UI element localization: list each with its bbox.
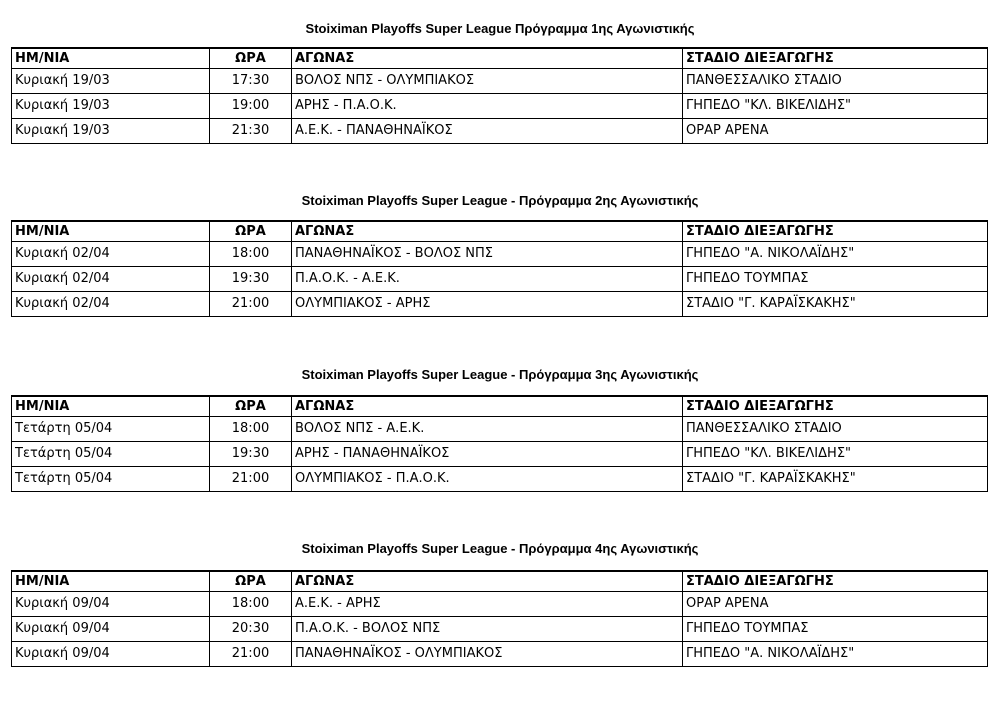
cell-venue: ΣΤΑΔΙΟ "Γ. ΚΑΡΑΪΣΚΑΚΗΣ" (683, 292, 988, 317)
cell-time: 21:00 (210, 642, 292, 667)
cell-match: ΟΛΥΜΠΙΑΚΟΣ - Π.Α.Ο.Κ. (292, 467, 683, 492)
cell-date: Κυριακή 02/04 (12, 292, 210, 317)
header-venue: ΣΤΑΔΙΟ ΔΙΕΞΑΓΩΓΗΣ (683, 48, 988, 69)
table-row (12, 94, 988, 119)
round-2-table (11, 220, 988, 317)
cell-venue: ΠΑΝΘΕΣΣΑΛΙΚΟ ΣΤΑΔΙΟ (683, 69, 988, 94)
header-match: ΑΓΩΝΑΣ (292, 571, 683, 592)
cell-date: Κυριακή 02/04 (12, 242, 210, 267)
round-3-table (11, 395, 988, 492)
cell-match: ΑΡΗΣ - Π.Α.Ο.Κ. (292, 94, 683, 119)
cell-match: Π.Α.Ο.Κ. - ΒΟΛΟΣ ΝΠΣ (292, 617, 683, 642)
header-time: ΩΡΑ (210, 571, 292, 592)
cell-venue: ΓΗΠΕΔΟ "ΚΛ. ΒΙΚΕΛΙΔΗΣ" (683, 442, 988, 467)
cell-date: Κυριακή 19/03 (12, 119, 210, 144)
round-4-table (11, 570, 988, 667)
cell-venue: ΓΗΠΕΔΟ "ΚΛ. ΒΙΚΕΛΙΔΗΣ" (683, 94, 988, 119)
header-date: ΗΜ/ΝΙΑ (12, 396, 210, 417)
round-4-title: Stoiximan Playoffs Super League - Πρόγραμμα 4ης Αγωνιστικής (301, 541, 699, 556)
table-row (12, 119, 988, 144)
round-3-title: Stoiximan Playoffs Super League - Πρόγραμμα 3ης Αγωνιστικής (301, 367, 699, 382)
header-venue: ΣΤΑΔΙΟ ΔΙΕΞΑΓΩΓΗΣ (683, 221, 988, 242)
cell-venue: ΟΡΑΡ ΑΡΕΝΑ (683, 119, 988, 144)
cell-date: Κυριακή 09/04 (12, 642, 210, 667)
cell-match: ΠΑΝΑΘΗΝΑΪΚΟΣ - ΟΛΥΜΠΙΑΚΟΣ (292, 642, 683, 667)
cell-match: ΒΟΛΟΣ ΝΠΣ - ΟΛΥΜΠΙΑΚΟΣ (292, 69, 683, 94)
header-venue: ΣΤΑΔΙΟ ΔΙΕΞΑΓΩΓΗΣ (683, 396, 988, 417)
header-match: ΑΓΩΝΑΣ (292, 48, 683, 69)
cell-time: 18:00 (210, 242, 292, 267)
header-venue: ΣΤΑΔΙΟ ΔΙΕΞΑΓΩΓΗΣ (683, 571, 988, 592)
cell-time: 19:30 (210, 267, 292, 292)
table-row (12, 417, 988, 442)
table-header-row (12, 396, 988, 417)
table-row (12, 267, 988, 292)
cell-date: Κυριακή 19/03 (12, 69, 210, 94)
cell-match: Α.Ε.Κ. - ΠΑΝΑΘΗΝΑΪΚΟΣ (292, 119, 683, 144)
cell-time: 21:00 (210, 292, 292, 317)
cell-match: ΑΡΗΣ - ΠΑΝΑΘΗΝΑΪΚΟΣ (292, 442, 683, 467)
table-header-row (12, 221, 988, 242)
cell-match: Π.Α.Ο.Κ. - Α.Ε.Κ. (292, 267, 683, 292)
round-1-table (11, 47, 988, 144)
header-match: ΑΓΩΝΑΣ (292, 221, 683, 242)
table-header-row (12, 571, 988, 592)
cell-match: ΠΑΝΑΘΗΝΑΪΚΟΣ - ΒΟΛΟΣ ΝΠΣ (292, 242, 683, 267)
header-date: ΗΜ/ΝΙΑ (12, 221, 210, 242)
header-time: ΩΡΑ (210, 48, 292, 69)
header-date: ΗΜ/ΝΙΑ (12, 48, 210, 69)
header-time: ΩΡΑ (210, 396, 292, 417)
table-row (12, 467, 988, 492)
table-row (12, 442, 988, 467)
header-match: ΑΓΩΝΑΣ (292, 396, 683, 417)
cell-time: 20:30 (210, 617, 292, 642)
cell-date: Κυριακή 09/04 (12, 592, 210, 617)
cell-venue: ΓΗΠΕΔΟ ΤΟΥΜΠΑΣ (683, 267, 988, 292)
cell-venue: ΣΤΑΔΙΟ "Γ. ΚΑΡΑΪΣΚΑΚΗΣ" (683, 467, 988, 492)
table-row (12, 69, 988, 94)
cell-time: 17:30 (210, 69, 292, 94)
cell-match: Α.Ε.Κ. - ΑΡΗΣ (292, 592, 683, 617)
cell-date: Τετάρτη 05/04 (12, 417, 210, 442)
round-1-title: Stoiximan Playoffs Super League Πρόγραμμα 1ης Αγωνιστικής (305, 21, 695, 36)
round-2-title: Stoiximan Playoffs Super League - Πρόγραμμα 2ης Αγωνιστικής (301, 193, 699, 208)
cell-match: ΟΛΥΜΠΙΑΚΟΣ - ΑΡΗΣ (292, 292, 683, 317)
table-header-row (12, 48, 988, 69)
cell-time: 21:00 (210, 467, 292, 492)
cell-date: Κυριακή 09/04 (12, 617, 210, 642)
cell-time: 18:00 (210, 417, 292, 442)
cell-venue: ΠΑΝΘΕΣΣΑΛΙΚΟ ΣΤΑΔΙΟ (683, 417, 988, 442)
cell-venue: ΓΗΠΕΔΟ "Α. ΝΙΚΟΛΑΪΔΗΣ" (683, 642, 988, 667)
table-row (12, 292, 988, 317)
cell-date: Κυριακή 02/04 (12, 267, 210, 292)
cell-venue: ΓΗΠΕΔΟ ΤΟΥΜΠΑΣ (683, 617, 988, 642)
cell-match: ΒΟΛΟΣ ΝΠΣ - Α.Ε.Κ. (292, 417, 683, 442)
cell-time: 18:00 (210, 592, 292, 617)
header-time: ΩΡΑ (210, 221, 292, 242)
cell-venue: ΓΗΠΕΔΟ "Α. ΝΙΚΟΛΑΪΔΗΣ" (683, 242, 988, 267)
cell-venue: ΟΡΑΡ ΑΡΕΝΑ (683, 592, 988, 617)
cell-date: Κυριακή 19/03 (12, 94, 210, 119)
header-date: ΗΜ/ΝΙΑ (12, 571, 210, 592)
cell-date: Τετάρτη 05/04 (12, 467, 210, 492)
table-row (12, 617, 988, 642)
table-row (12, 592, 988, 617)
cell-time: 19:30 (210, 442, 292, 467)
cell-time: 21:30 (210, 119, 292, 144)
table-row (12, 242, 988, 267)
cell-date: Τετάρτη 05/04 (12, 442, 210, 467)
table-row (12, 642, 988, 667)
cell-time: 19:00 (210, 94, 292, 119)
